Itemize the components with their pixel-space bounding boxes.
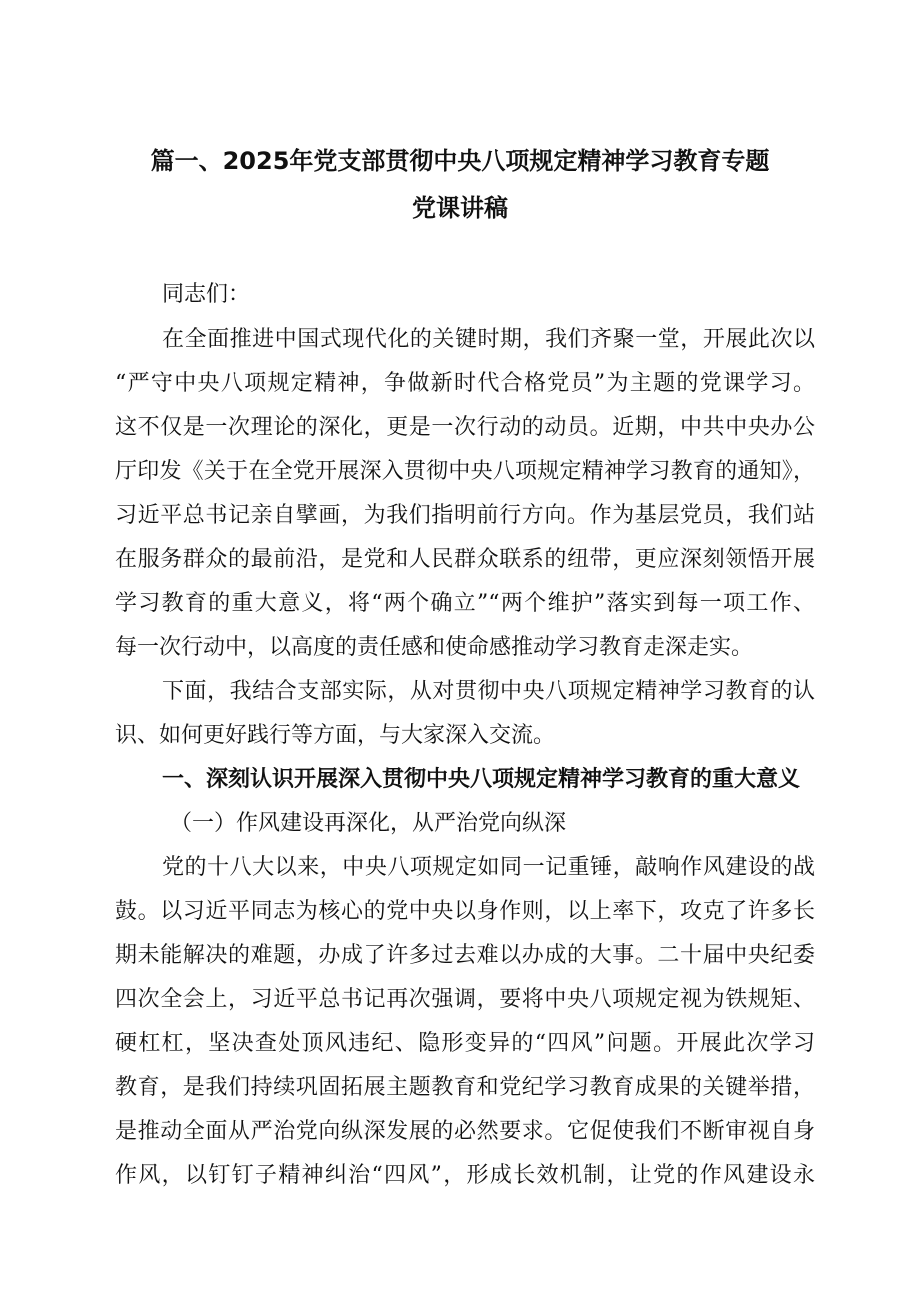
- paragraph-line: 学习教育的重大意义，将“两个确立”“两个维护”落实到每一项工作、: [115, 591, 815, 616]
- paragraph-line: 这不仅是一次理论的深化，更是一次行动的动员。近期，中共中央办公: [115, 415, 815, 440]
- paragraph-line: 期未能解决的难题，办成了许多过去难以办成的大事。二十届中央纪委: [115, 943, 815, 968]
- paragraph-line: 党的十八大以来，中央八项规定如同一记重锤，敲响作风建设的战: [162, 855, 815, 880]
- document-title-line-1: 篇一、2025年党支部贯彻中央八项规定精神学习教育专题: [150, 147, 770, 175]
- paragraph-line: 教育，是我们持续巩固拓展主题教育和党纪学习教育成果的关键举措，: [115, 1075, 815, 1100]
- paragraph-line: 厅印发《关于在全党开展深入贯彻中央八项规定精神学习教育的通知》，: [115, 459, 815, 484]
- paragraph-line: 每一次行动中，以高度的责任感和使命感推动学习教育走深走实。: [115, 635, 754, 660]
- paragraph-line: 习近平总书记亲自擘画，为我们指明前行方向。作为基层党员，我们站: [115, 503, 815, 528]
- paragraph-line: 是推动全面从严治党向纵深发展的必然要求。它促使我们不断审视自身: [115, 1119, 815, 1144]
- subsection-heading: （一）作风建设再深化，从严治党向纵深: [170, 811, 567, 836]
- paragraph-line: “严守中央八项规定精神，争做新时代合格党员”为主题的党课学习。: [115, 371, 815, 396]
- paragraph-line: 识、如何更好践行等方面，与大家深入交流。: [115, 723, 556, 748]
- paragraph-line: 下面，我结合支部实际，从对贯彻中央八项规定精神学习教育的认: [162, 679, 815, 704]
- paragraph-line: 四次全会上，习近平总书记再次强调，要将中央八项规定视为铁规矩、: [115, 987, 815, 1012]
- paragraph-line: 硬杠杠，坚决查处顶风违纪、隐形变异的“四风”问题。开展此次学习: [115, 1031, 815, 1056]
- paragraph-line: 鼓。以习近平同志为核心的党中央以身作则，以上率下，攻克了许多长: [115, 899, 815, 924]
- section-heading: 一、深刻认识开展深入贯彻中央八项规定精神学习教育的重大意义: [162, 767, 801, 792]
- paragraph-line: 在服务群众的最前沿，是党和人民群众联系的纽带，更应深刻领悟开展: [115, 547, 815, 572]
- document-title-line-2: 党课讲稿: [412, 194, 508, 222]
- salutation: 同志们：: [162, 282, 251, 307]
- paragraph-line: 在全面推进中国式现代化的关键时期，我们齐聚一堂，开展此次以: [162, 327, 815, 352]
- paragraph-line: 作风，以钉钉子精神纠治“四风”，形成长效机制，让党的作风建设永: [115, 1163, 815, 1188]
